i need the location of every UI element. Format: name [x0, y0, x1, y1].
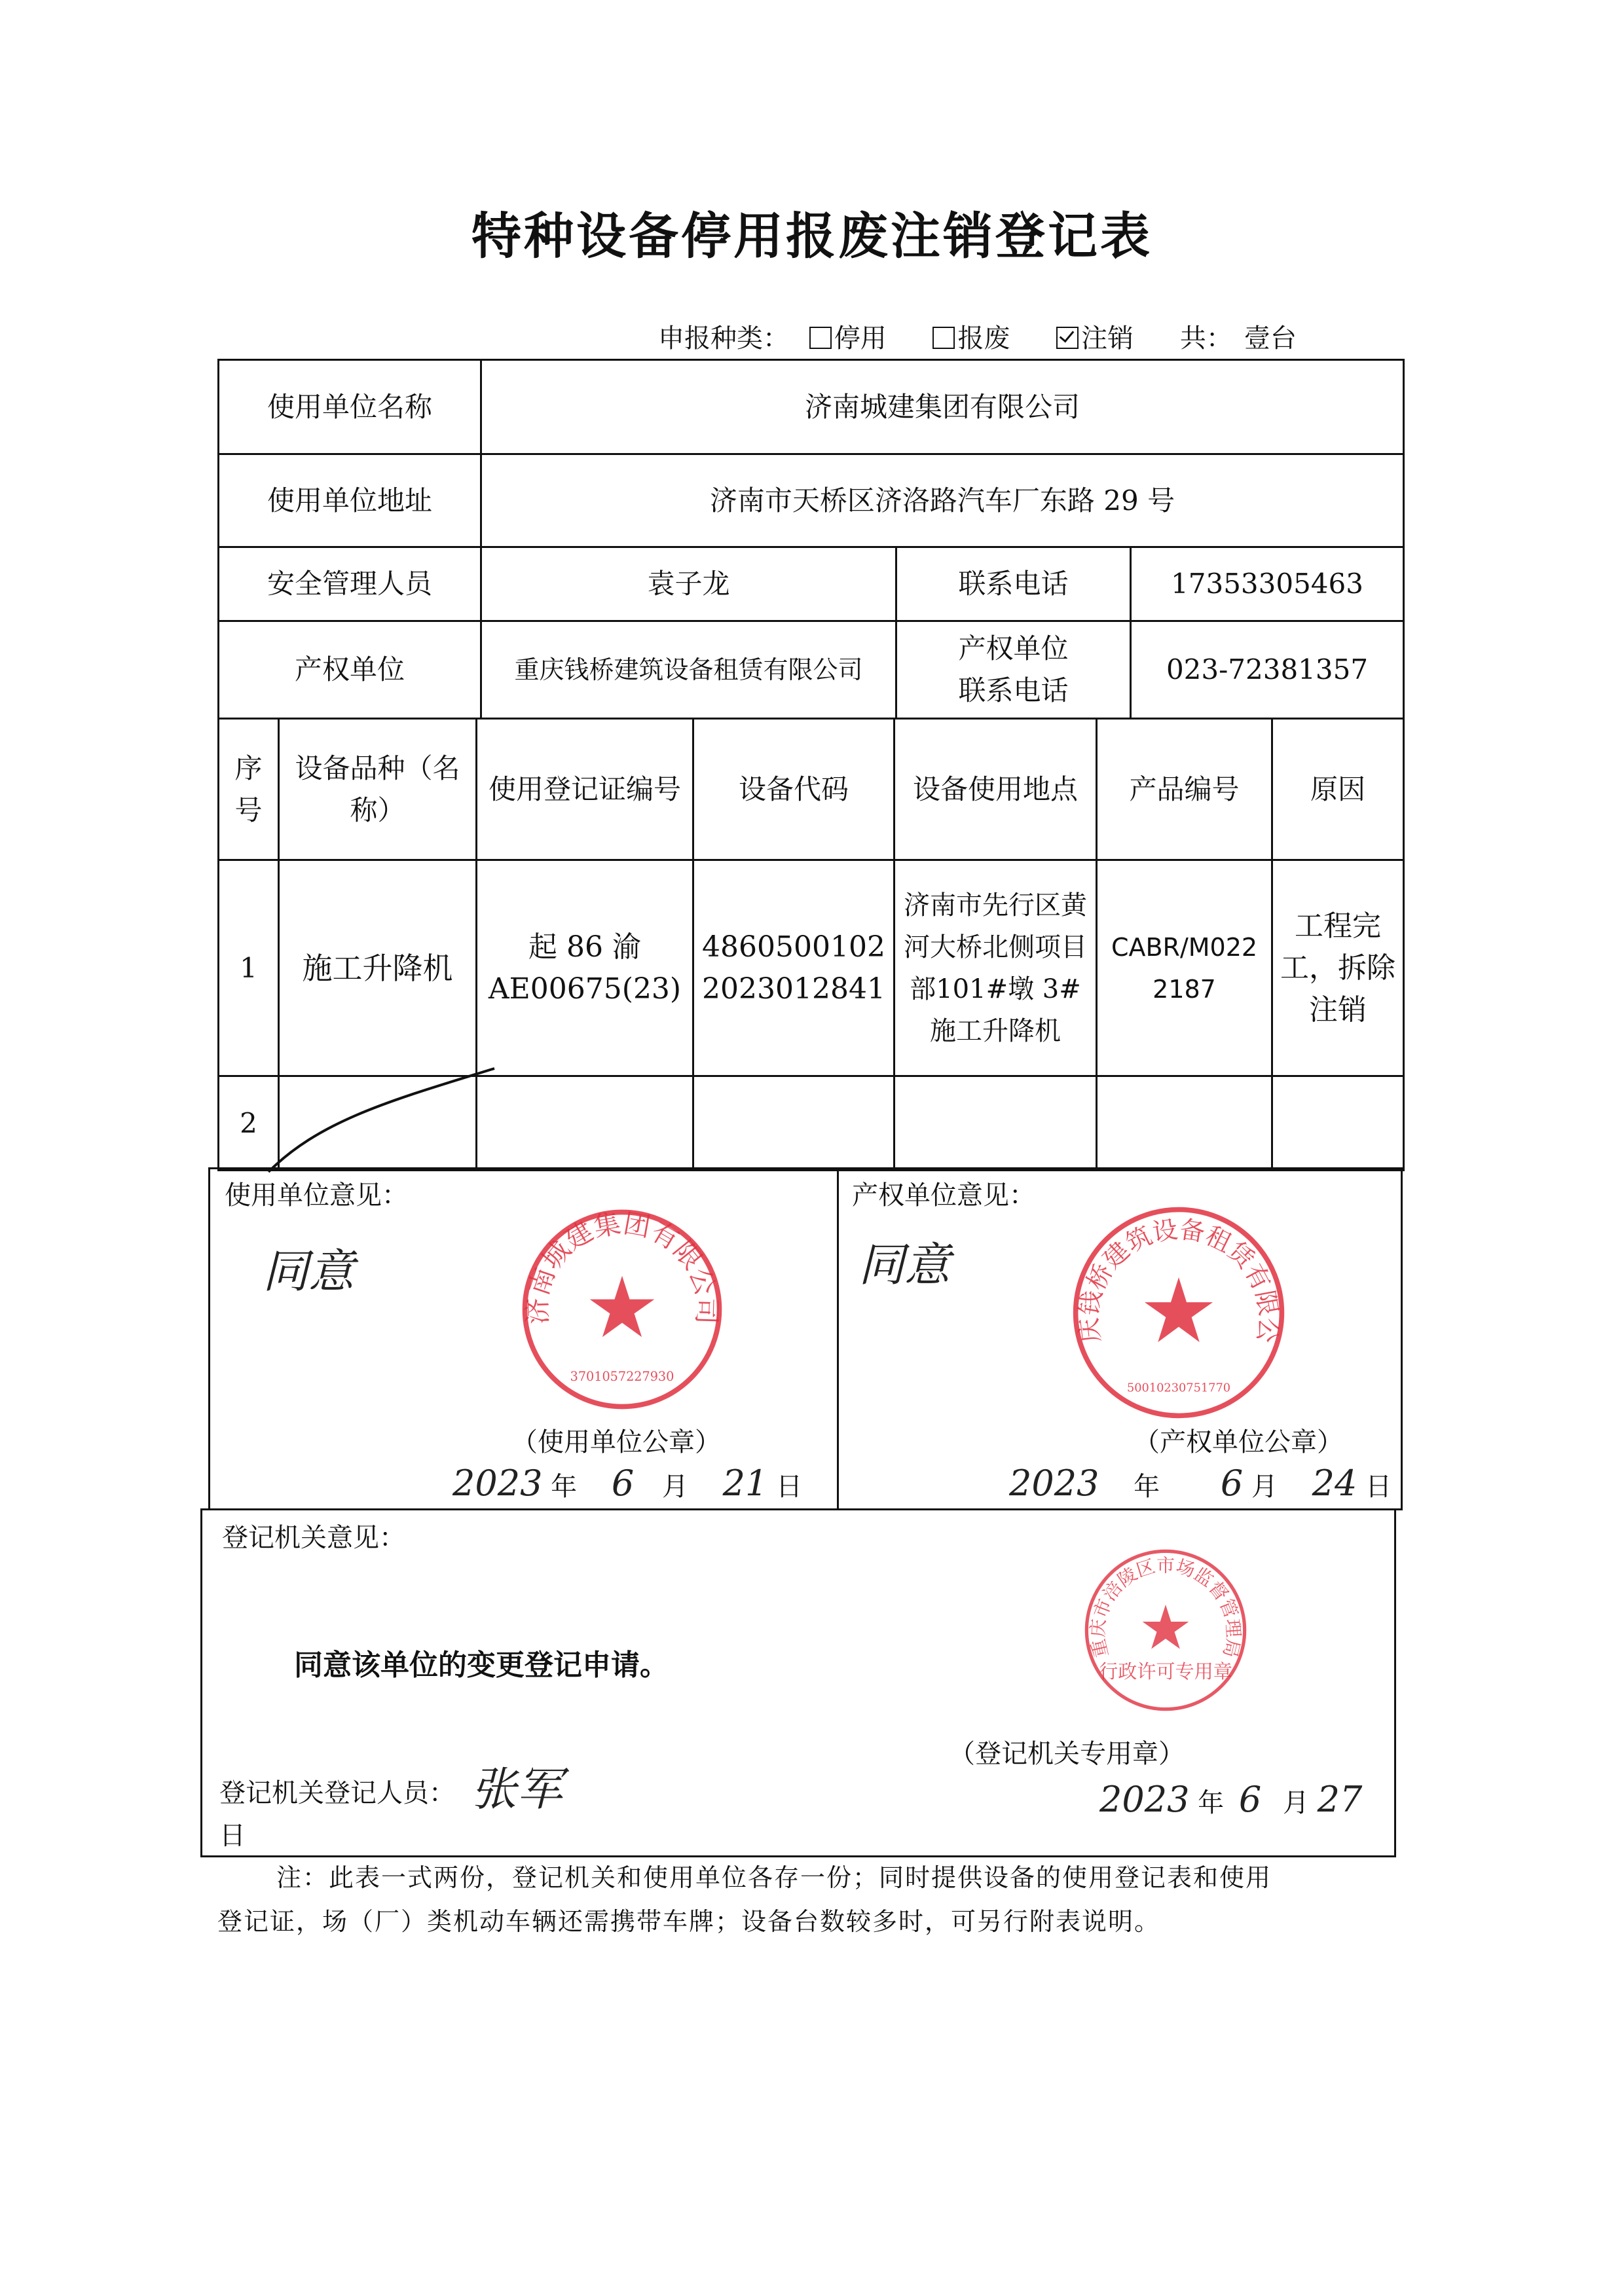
phone-label: 联系电话: [896, 547, 1131, 621]
owner-phone-label-line2: 联系电话: [958, 674, 1069, 706]
header-product-no: 产品编号: [1097, 719, 1272, 860]
header-location: 设备使用地点: [895, 719, 1097, 860]
seal-bottom-text: 行政许可专用章: [1099, 1660, 1232, 1683]
total-label: 共：: [1179, 323, 1232, 354]
owner-phone-label-line1: 产权单位: [958, 632, 1069, 665]
year: 2023: [1099, 1779, 1190, 1820]
month: 6: [1220, 1463, 1244, 1504]
seal-number: 3701057227930: [570, 1368, 674, 1384]
header-code: 设备代码: [693, 719, 895, 860]
option-label: 报废: [957, 323, 1010, 354]
owner-opinion-label: 产权单位意见：: [852, 1180, 1035, 1211]
day-unit: 日: [1365, 1472, 1392, 1502]
day: 21: [722, 1463, 768, 1504]
owner-phone-label: [896, 621, 1131, 719]
cell-code: [693, 1076, 895, 1171]
cell-location: 济南市先行区黄河大桥北侧项目部101#墩 3#施工升降机: [895, 860, 1097, 1076]
user-unit-seal: [517, 1205, 727, 1414]
equipment-header-row: [219, 719, 1404, 860]
cell-product-no: CABR/M022 2187: [1097, 860, 1272, 1076]
month: 6: [1238, 1779, 1262, 1820]
authority-seal-label: （登记机关专用章）: [949, 1739, 1185, 1769]
seal-text: 重庆市涪陵区市场监督管理局: [1086, 1554, 1245, 1660]
cell-reg-no: 起 86 渝 AE00675(23): [477, 860, 693, 1076]
month-unit: 月: [661, 1472, 688, 1502]
declaration-label: 申报种类：: [658, 323, 789, 354]
owner-value: 重庆钱桥建筑设备租赁有限公司: [481, 621, 896, 719]
safety-manager-label: 安全管理人员: [219, 547, 481, 621]
day-unit: 日: [776, 1472, 803, 1502]
registrar-signature: 张军: [471, 1762, 563, 1816]
day: 24: [1312, 1463, 1357, 1504]
user-date: [452, 1463, 845, 1504]
cell-no: 1: [219, 860, 279, 1076]
authority-date: [1099, 1779, 1401, 1820]
user-opinion-label: 使用单位意见：: [225, 1180, 408, 1211]
month: 6: [611, 1463, 635, 1504]
phone-value: 17353305463: [1131, 547, 1404, 621]
user-opinion-handwritten: 同意: [263, 1245, 354, 1298]
month-unit: 月: [1282, 1788, 1309, 1818]
day-unit: 日: [219, 1821, 246, 1851]
page-title: 特种设备停用报废注销登记表: [471, 207, 1153, 265]
month-unit: 月: [1251, 1472, 1278, 1502]
header-no: 序号: [219, 719, 279, 860]
option-label: 停用: [834, 323, 887, 354]
year-unit: 年: [1198, 1788, 1225, 1818]
user-seal-label: （使用单位公章）: [511, 1427, 721, 1457]
user-name-value: 济南城建集团有限公司: [481, 360, 1404, 454]
star-icon: [590, 1276, 655, 1337]
option-label: 注销: [1081, 323, 1134, 354]
authority-opinion-label: 登记机关意见：: [222, 1523, 405, 1553]
star-icon: [1143, 1605, 1189, 1649]
year-unit: 年: [551, 1472, 578, 1502]
table-row: [219, 860, 1404, 1076]
cell-no: 2: [219, 1076, 279, 1171]
checkbox-cancel-checked[interactable]: [1056, 327, 1079, 349]
cell-location: [895, 1076, 1097, 1171]
owner-date: [1009, 1463, 1402, 1504]
star-icon: [1145, 1277, 1213, 1342]
year: 2023: [1009, 1463, 1099, 1504]
seal-text: 济南城建集团有限公司: [521, 1207, 723, 1325]
checkbox-suspend[interactable]: [809, 327, 832, 349]
year: 2023: [452, 1463, 543, 1504]
total-value: 壹台: [1244, 323, 1297, 354]
year-unit: 年: [1134, 1472, 1160, 1502]
user-address-label: 使用单位地址: [219, 454, 481, 547]
info-table: [217, 359, 1405, 720]
day: 27: [1317, 1779, 1363, 1820]
note-line-2: 登记证，场（厂）类机动车辆还需携带车牌；设备台数较多时，可另行附表说明。: [217, 1907, 1161, 1936]
owner-opinion-handwritten: 同意: [858, 1238, 950, 1292]
declaration-type: [658, 318, 1308, 355]
authority-day-unit-wrap: [219, 1815, 246, 1852]
cell-reason: 工程完工，拆除注销: [1272, 860, 1404, 1076]
cell-product-no: [1097, 1076, 1272, 1171]
owner-phone-value: 023-72381357: [1131, 621, 1404, 719]
user-address-value: 济南市天桥区济洛路汽车厂东路 29 号: [481, 454, 1404, 547]
option-cancel[interactable]: [1056, 323, 1134, 354]
owner-unit-seal: [1058, 1182, 1287, 1421]
cell-type: 施工升降机: [279, 860, 477, 1076]
owner-label: 产权单位: [219, 621, 481, 719]
registrar-label: 登记机关登记人员：: [219, 1778, 455, 1808]
note-line-1: 注：此表一式两份，登记机关和使用单位各存一份；同时提供设备的使用登记表和使用: [276, 1863, 1272, 1892]
user-name-label: 使用单位名称: [219, 360, 481, 454]
seal-text: 重庆钱桥建筑设备租赁有限公司: [1058, 1182, 1283, 1345]
checkbox-scrap[interactable]: [932, 327, 955, 349]
option-scrap[interactable]: [932, 323, 1010, 354]
authority-opinion-text: 同意该单位的变更登记申请。: [294, 1649, 669, 1682]
cell-reason: [1272, 1076, 1404, 1171]
header-reg-no: 使用登记证编号: [477, 719, 693, 860]
owner-seal-label: （产权单位公章）: [1134, 1427, 1343, 1457]
cell-code: 4860500102 2023012841: [693, 860, 895, 1076]
option-suspend[interactable]: [809, 323, 887, 354]
authority-seal: [1080, 1545, 1251, 1715]
strike-line: [262, 1061, 511, 1178]
seal-number: 50010230751770: [1126, 1381, 1231, 1395]
header-reason: 原因: [1272, 719, 1404, 860]
safety-manager-value: 袁子龙: [481, 547, 896, 621]
header-type: 设备品种（名称）: [279, 719, 477, 860]
